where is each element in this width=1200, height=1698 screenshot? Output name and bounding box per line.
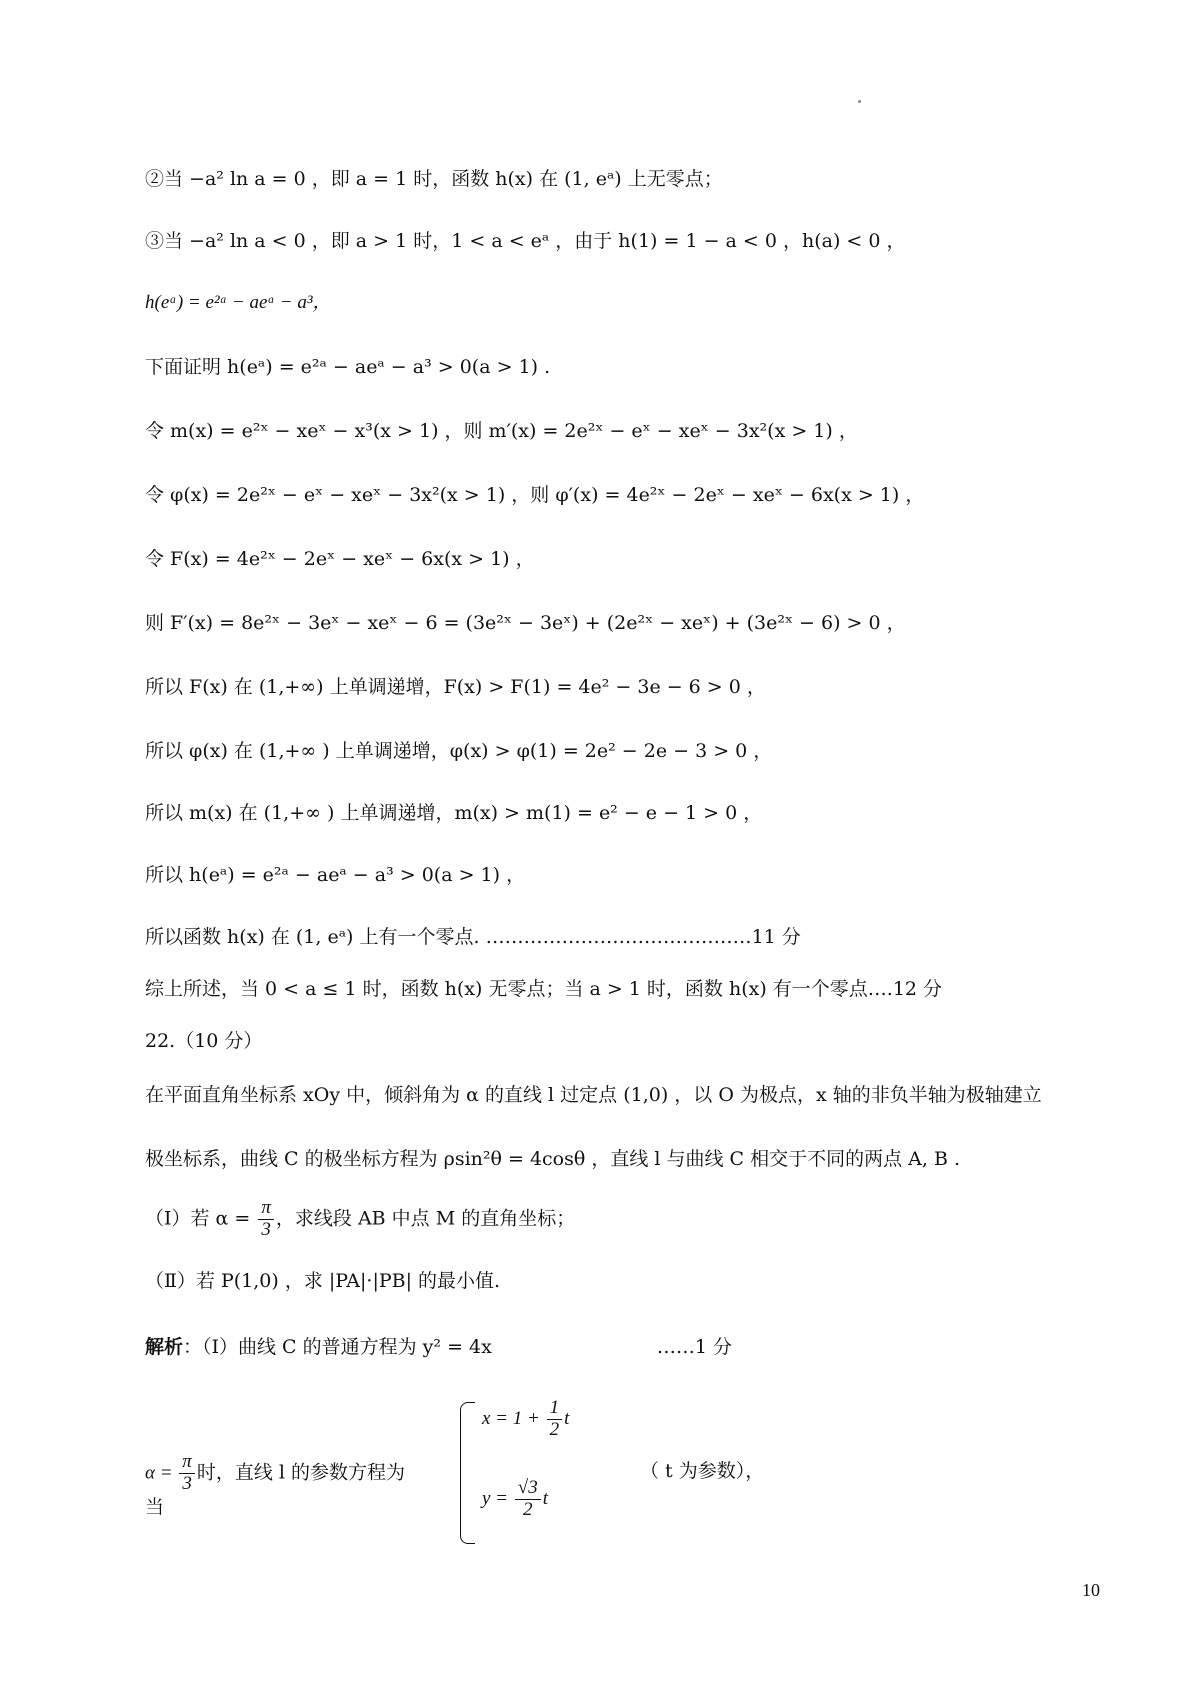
text-line-10: 所以 φ(x) 在 (1,+∞ ) 上单调递增，φ(x) > φ(1) = 2e² − 2e − 3 > 0 ， bbox=[145, 740, 773, 762]
param-fraction bbox=[179, 1452, 195, 1495]
parametric-system bbox=[460, 1398, 620, 1548]
param-frac-den: 3 bbox=[182, 1472, 192, 1494]
analysis-label: 解析 bbox=[145, 1336, 184, 1358]
text-line-7: 令 F(x) = 4e²ˣ − 2eˣ − xeˣ − 6x(x > 1) ， bbox=[145, 548, 535, 570]
eq2-fraction: $\frac{√3}{2}$ bbox=[515, 1478, 541, 1521]
q1-frac-den: 3 bbox=[261, 1218, 271, 1240]
text-line-8: 则 F′(x) = 8e²ˣ − 3eˣ − xeˣ − 6 = (3e²ˣ − 3eˣ) + (2e²ˣ − xeˣ) + (3e²ˣ − 6) > 0 ， bbox=[145, 612, 906, 634]
param-intro bbox=[145, 1452, 405, 1495]
q1-suffix: ，求线段 AB 中点 M 的直角坐标； bbox=[275, 1207, 576, 1230]
param-dang: 当 bbox=[145, 1496, 165, 1518]
text-line-11: 所以 m(x) 在 (1,+∞ ) 上单调递增，m(x) > m(1) = e² − e − 1 > 0 ， bbox=[145, 802, 763, 824]
q1-prefix: （Ⅰ）若 α = bbox=[145, 1207, 257, 1230]
question-part-2: （Ⅱ）若 P(1,0) ，求 |PA|·|PB| 的最小值. bbox=[145, 1270, 501, 1292]
text-line-9: 所以 F(x) 在 (1,+∞) 上单调递增，F(x) > F(1) = 4e² − 3e − 6 > 0 ， bbox=[145, 676, 766, 698]
text-line-12: 所以 h(eᵃ) = e²ᵃ − aeᵃ − a³ > 0(a > 1) ， bbox=[145, 864, 526, 886]
question-text-1: 在平面直角坐标系 xOy 中，倾斜角为 α 的直线 l 过定点 (1,0) ，以 O 为极点，x 轴的非负半轴为极轴建立 bbox=[145, 1084, 1042, 1106]
text-line-1: ②当 −a² ln a = 0 ，即 a = 1 时，函数 h(x) 在 (1, eᵃ) 上无零点； bbox=[145, 168, 723, 190]
question-number: 22.（10 分） bbox=[145, 1030, 263, 1052]
analysis-text: ：（Ⅰ）曲线 C 的普通方程为 y² = 4x bbox=[183, 1336, 492, 1358]
equation-x: x = 1 + $\frac{1}{2}$ t bbox=[482, 1397, 570, 1440]
text-line-2: ③当 −a² ln a < 0 ，即 a > 1 时，1 < a < eᵃ ，由于 h(1) = 1 − a < 0 ，h(a) < 0 ， bbox=[145, 230, 906, 252]
equation-y: y = $\frac{√3}{2}$ t bbox=[482, 1477, 548, 1520]
system-brace bbox=[460, 1402, 475, 1544]
page-number: 10 bbox=[1082, 1580, 1100, 1600]
param-after: 时，直线 l 的参数方程为 bbox=[196, 1461, 405, 1484]
param-frac-num: π bbox=[179, 1452, 195, 1474]
q1-frac-num: π bbox=[258, 1198, 274, 1220]
param-note: （ t 为参数）， bbox=[640, 1460, 765, 1482]
q1-fraction bbox=[258, 1198, 274, 1241]
eq1-fraction: $\frac{1}{2}$ bbox=[547, 1398, 563, 1441]
question-part-1 bbox=[145, 1198, 575, 1241]
text-line-4: 下面证明 h(eᵃ) = e²ᵃ − aeᵃ − a³ > 0(a > 1) . bbox=[145, 356, 551, 378]
analysis-line bbox=[145, 1336, 732, 1359]
analysis-score: ……1 分 bbox=[656, 1336, 732, 1358]
scan-dot bbox=[858, 100, 861, 103]
text-line-3: h(eᵃ) = e²ᵃ − aeᵃ − a³， bbox=[145, 292, 332, 313]
text-line-14: 综上所述，当 0 < a ≤ 1 时，函数 h(x) 无零点；当 a > 1 时，函数 h(x) 有一个零点….12 分 bbox=[145, 978, 943, 1000]
param-alpha: α = bbox=[145, 1462, 178, 1484]
text-line-13: 所以函数 h(x) 在 (1, eᵃ) 上有一个零点. ……………………………………11 分 bbox=[145, 926, 801, 948]
question-text-2: 极坐标系，曲线 C 的极坐标方程为 ρsin²θ = 4cosθ ，直线 l 与曲线 C 相交于不同的两点 A, B . bbox=[145, 1148, 960, 1170]
text-line-6: 令 φ(x) = 2e²ˣ − eˣ − xeˣ − 3x²(x > 1) ，则 φ′(x) = 4e²ˣ − 2eˣ − xeˣ − 6x(x > 1) ， bbox=[145, 484, 925, 506]
text-line-5: 令 m(x) = e²ˣ − xeˣ − x³(x > 1) ，则 m′(x) = 2e²ˣ − eˣ − xeˣ − 3x²(x > 1) ， bbox=[145, 420, 858, 442]
